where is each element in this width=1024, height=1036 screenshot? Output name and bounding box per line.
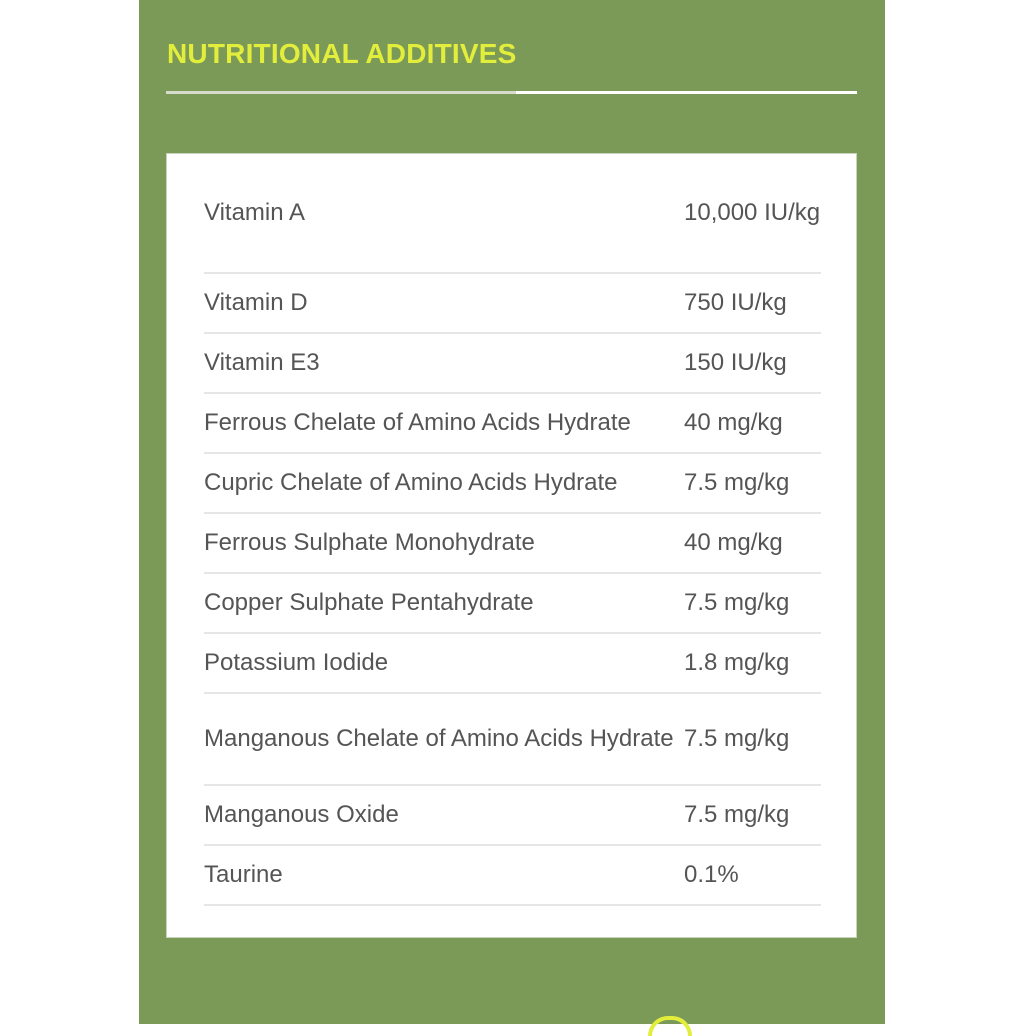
additives-table [204,154,821,906]
additive-value: 7.5 mg/kg [684,469,790,496]
title-divider [166,91,857,94]
additive-name: Copper Sulphate Pentahydrate [204,589,534,616]
table-row [204,514,821,574]
table-row [204,274,821,334]
additive-name: Ferrous Chelate of Amino Acids Hydrate [204,409,631,436]
additive-value: 40 mg/kg [684,529,783,556]
additive-value: 0.1% [684,861,739,888]
additive-name: Taurine [204,861,283,888]
additive-value: 7.5 mg/kg [684,725,790,752]
nutrition-panel [139,0,885,1024]
table-row [204,574,821,634]
additive-value: 40 mg/kg [684,409,783,436]
additive-name: Cupric Chelate of Amino Acids Hydrate [204,469,618,496]
additive-value: 750 IU/kg [684,289,787,316]
table-row [204,154,821,274]
table-row [204,846,821,906]
additive-name: Ferrous Sulphate Monohydrate [204,529,535,556]
additive-name: Manganous Oxide [204,801,399,828]
table-row [204,786,821,846]
additive-value: 10,000 IU/kg [684,199,821,226]
divider-segment-left [166,91,516,94]
additives-card [166,153,857,938]
table-row [204,634,821,694]
additive-name: Vitamin D [204,289,308,316]
additive-name: Potassium Iodide [204,649,389,676]
table-row [204,454,821,514]
section-title: NUTRITIONAL ADDITIVES [167,38,517,69]
divider-segment-right [516,91,857,94]
table-row [204,334,821,394]
additive-value: 1.8 mg/kg [684,649,790,676]
additive-name: Vitamin E3 [204,349,320,376]
additive-value: 7.5 mg/kg [684,801,790,828]
additive-name: Vitamin A [204,199,305,226]
table-row [204,694,821,786]
table-row [204,394,821,454]
additive-value: 150 IU/kg [684,349,787,376]
additive-value: 7.5 mg/kg [684,589,790,616]
additive-name: Manganous Chelate of Amino Acids Hydrate [204,725,674,752]
